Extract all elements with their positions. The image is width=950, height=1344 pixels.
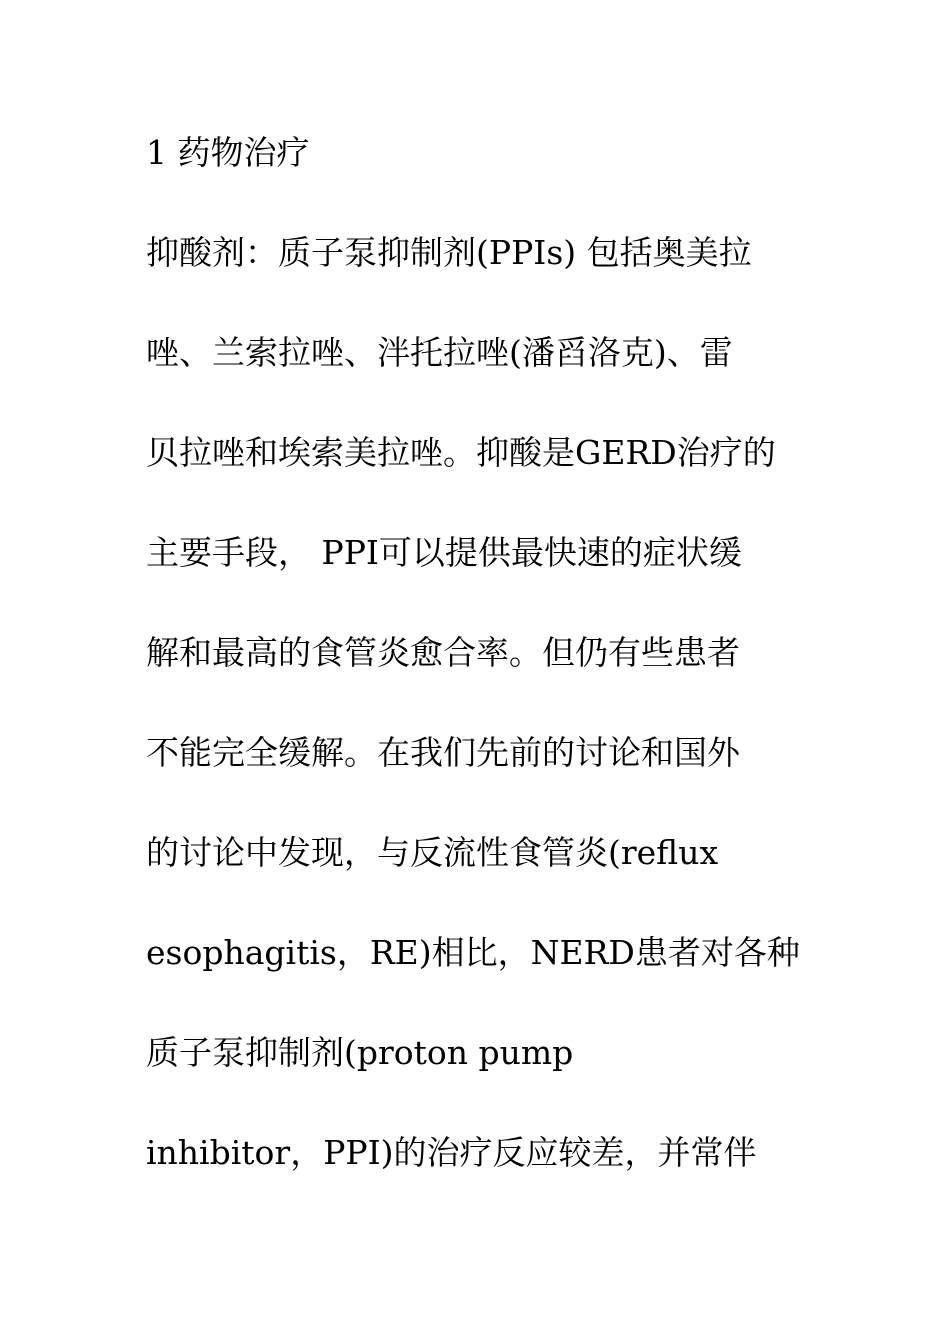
- paragraph-line: 不能完全缓解。在我们先前的讨论和国外: [146, 733, 740, 772]
- paragraph-line: 唑、兰索拉唑、泮托拉唑(潘舀洛克)、雷: [146, 333, 733, 372]
- paragraph-line: 的讨论中发现，与反流性食管炎(reflux: [146, 833, 719, 872]
- paragraph-line: 质子泵抑制剂(proton pump: [146, 1033, 574, 1072]
- document-body: [146, 128, 806, 1228]
- paragraph-line: 贝拉唑和埃索美拉唑。抑酸是GERD治疗的: [146, 433, 776, 472]
- paragraph-line: 解和最高的食管炎愈合率。但仍有些患者: [146, 633, 740, 672]
- paragraph-line: esophagitis，RE)相比，NERD患者对各种: [146, 933, 800, 972]
- paragraph-line: inhibitor，PPI)的治疗反应较差，并常伴: [146, 1133, 757, 1172]
- paragraph-line: 抑酸剂：质子泵抑制剂(PPIs) 包括奥美拉: [146, 233, 752, 272]
- section-heading: 1 药物治疗: [146, 133, 310, 172]
- paragraph-line: 主要手段， PPI可以提供最快速的症状缓: [146, 533, 742, 572]
